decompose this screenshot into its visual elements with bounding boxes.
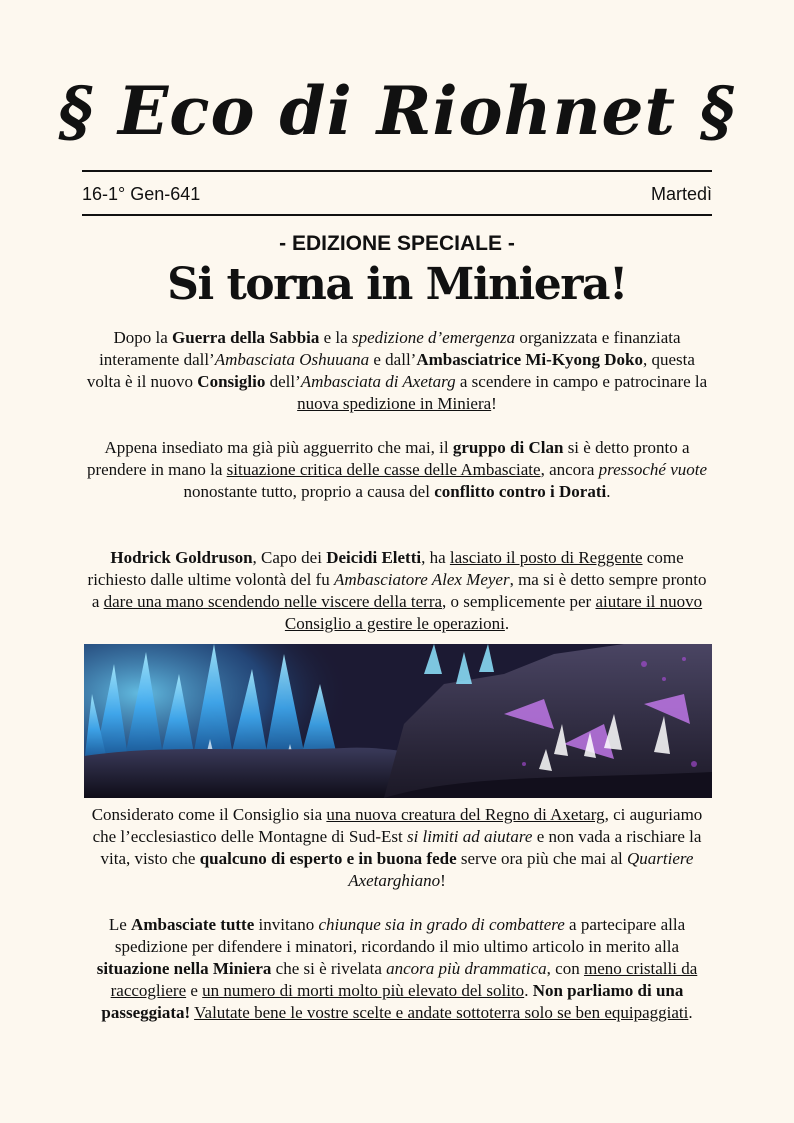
- paragraph-1: Dopo la Guerra della Sabbia e la spedizione d’emergenza organizzata e finanziata interamente dall’Ambasciata Oshuuana e dall’Ambasciatrice Mi-Kyong Doko, questa volta è il nuovo Consiglio dell’Ambasciata di Axetarg a scendere in campo e patrocinare la nuova spedizione in Miniera!: [86, 328, 708, 413]
- masthead-title: § Eco di Riohnet §: [58, 72, 736, 150]
- paragraph-2: Appena insediato ma già più agguerrito che mai, il gruppo di Clan si è detto pronto a prendere in mano la situazione critica delle casse delle Ambasciate, ancora pressoché vuote nonostante tutto, proprio a causa del conflitto contro i Dorati.: [86, 438, 708, 501]
- dateline: [82, 181, 712, 207]
- paragraph-4: Considerato come il Consiglio sia una nuova creatura del Regno di Axetarg, ci auguriamo che l’ecclesiastico delle Montagne di Sud-Est si limiti ad aiutare e non vada a rischiare la vita, visto che qualcuno di esperto e in buona fede serve ora più che mai al Quartiere Axetarghiano!: [91, 805, 703, 890]
- paragraph-5: Le Ambasciate tutte invitano chiunque sia in grado di combattere a partecipare alla spedizione per difendere i minatori, ricordando il mio ultimo articolo in merito alla situazione nella Miniera che si è rivelata ancora più drammatica, con meno cristalli da raccogliere e un numero di morti molto più elevato del solito. Non parliamo di una passeggiata! Valutate bene le vostre scelte e andate sottoterra solo se ben equipaggiati.: [96, 915, 698, 1022]
- article-headline: Si torna in Miniera!: [167, 259, 627, 310]
- issue-date: 16-1° Gen-641: [82, 183, 201, 204]
- crystal-cave-illustration: [84, 644, 712, 798]
- edition-kicker: - EDIZIONE SPECIALE -: [279, 232, 515, 255]
- paragraph-3: Hodrick Goldruson, Capo dei Deicidi Eletti, ha lasciato il posto di Reggente come richiesto dalle ultime volontà del fu Ambasciatore Alex Meyer, ma si è detto sempre pronto a dare una mano scendendo nelle viscere della terra, o semplicemente per aiutare il nuovo Consiglio a gestire le operazioni.: [87, 548, 707, 633]
- rule-bottom: [82, 214, 712, 216]
- crystal-cave-art: [84, 644, 712, 798]
- rule-top: [82, 170, 712, 172]
- issue-weekday: Martedì: [650, 183, 712, 204]
